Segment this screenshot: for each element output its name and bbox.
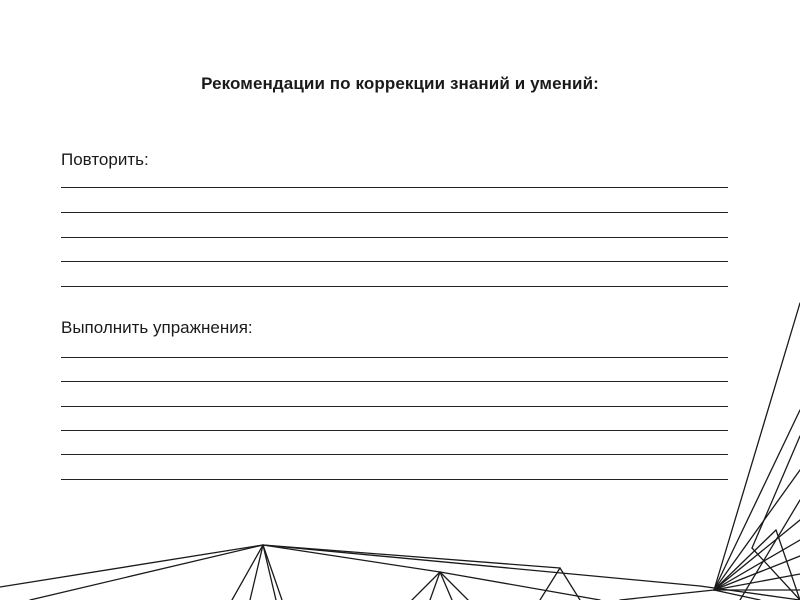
section-label-exercises: Выполнить упражнения: — [61, 318, 253, 337]
section-label-repeat: Повторить: — [61, 150, 149, 169]
page-title: Рекомендации по коррекции знаний и умений: — [201, 74, 599, 93]
